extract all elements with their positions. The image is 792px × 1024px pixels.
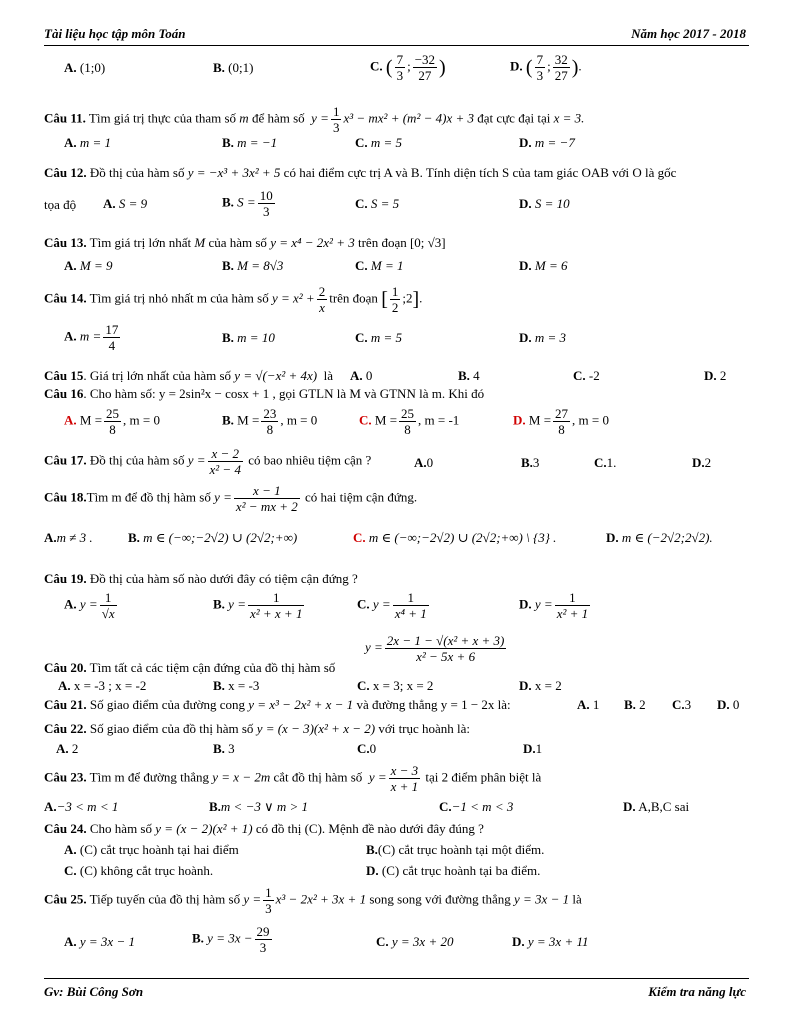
question-16: Câu 16. Cho hàm số: y = 2sin²x − cosx + 1 , gọi GTLN là M và GTNN là m. Khi đó: [44, 386, 485, 401]
q25-option-d: D. y = 3x + 11: [512, 934, 589, 949]
question-13: Câu 13. Tìm giá trị lớn nhất M của hàm số y = x⁴ − 2x² + 3 trên đoạn [0; √3]: [44, 235, 446, 250]
q19-option-b: B. y = $\frac{1}{\text{x² + x + 1}}$: [213, 590, 303, 621]
q21-option-c: C.3: [672, 697, 692, 712]
q25-option-c: C. y = 3x + 20: [376, 934, 454, 949]
question-25: Câu 25. Tiếp tuyến của đồ thị hàm số y = $\frac{1}{3}$ x³ − 2x² + 3x + 1 song song với đường thẳng y = 3x − 1 là: [44, 885, 582, 916]
q18-option-b: B. m ∈ (−∞;−2√2) ∪ (2√2;+∞): [128, 530, 298, 545]
q17-option-c: C.1.: [594, 455, 617, 470]
q13-option-a: A. M = 9: [64, 258, 113, 273]
q18-option-d: D. m ∈ (−2√2;2√2).: [606, 530, 713, 545]
q19-option-c: C. y = $\frac{1}{\text{x⁴ + 1}}$: [357, 590, 427, 621]
q21-option-b: B. 2: [624, 697, 646, 712]
q16-option-b: B. M = $\frac{23}{8}$ , m = 0: [222, 406, 318, 437]
q23-option-a: A.−3 < m < 1: [44, 799, 119, 814]
q20-option-c: C. x = 3; x = 2: [357, 678, 434, 693]
q14-option-a: A. m = $\frac{17}{4}$: [64, 322, 119, 353]
q17-option-d: D.2: [692, 455, 712, 470]
q14-option-b: B. m = 10: [222, 330, 275, 345]
question-18: Câu 18.Tìm m để đồ thị hàm số y = $\frac{x - 1}{\text{x² − mx + 2}}$ có hai tiệm cận đứng.: [44, 483, 418, 514]
q21-option-d: D. 0: [717, 697, 740, 712]
q14-option-d: D. m = 3: [519, 330, 567, 345]
q25-option-b: B. y = 3x − $\frac{29}{3}$: [192, 924, 270, 955]
q22-option-d: D.1: [523, 741, 543, 756]
q24-option-c: C. (C) không cắt trục hoành.: [64, 863, 214, 878]
prev-option-a: A. (1;0): [64, 60, 106, 75]
q22-option-a: A. 2: [56, 741, 79, 756]
prev-option-c: C. ( $\frac{7}{3}$ ; $\frac{-32}{27}$ ): [370, 52, 446, 83]
question-11: Câu 11. Tìm giá trị thực của tham số m để hàm số y = $\frac{1}{3}$ x³ − mx² + (m² − 4)x + 3 đạt cực đại tại x = 3.: [44, 104, 585, 135]
header-rule: [44, 45, 749, 46]
q14-option-c: C. m = 5: [355, 330, 403, 345]
q20-formula: y = $\frac{\text{2x − 1 − √(x² + x + 3)}}{\text{x² − 5x + 6}}$: [365, 633, 505, 664]
q23-option-d: D. A,B,C sai: [623, 799, 690, 814]
q12-option-b: B. S = $\frac{10}{3}$: [222, 188, 273, 219]
q23-option-c: C.−1 < m < 3: [439, 799, 514, 814]
q25-option-a: A. y = 3x − 1: [64, 934, 135, 949]
q24-option-a: A. (C) cắt trục hoành tại hai điểm: [64, 842, 239, 857]
q13-option-d: D. M = 6: [519, 258, 568, 273]
q20-option-b: B. x = -3: [213, 678, 260, 693]
header-right: Năm học 2017 - 2018: [631, 26, 746, 41]
question-24: Câu 24. Cho hàm số y = (x − 2)(x² + 1) có đồ thị (C). Mệnh đề nào dưới đây đúng ?: [44, 821, 484, 836]
q12-line2: tọa độ: [44, 197, 77, 212]
q15-option-a: A. 0: [350, 368, 373, 383]
q19-option-d: D. y = $\frac{1}{\text{x² + 1}}$: [519, 590, 589, 621]
footer-right: Kiểm tra năng lực: [648, 984, 746, 999]
q16-option-c: C. M = $\frac{25}{8}$ , m = -1: [359, 406, 460, 437]
q22-option-b: B. 3: [213, 741, 235, 756]
q18-option-c: C. m ∈ (−∞;−2√2) ∪ (2√2;+∞) \ {3} .: [353, 530, 557, 545]
q11-option-a: A. m = 1: [64, 135, 112, 150]
question-21: Câu 21. Số giao điểm của đường cong y = x³ − 2x² + x − 1 và đường thẳng y = 1 − 2x là:: [44, 697, 511, 712]
question-14: Câu 14. Tìm giá trị nhỏ nhất m của hàm số y = x² + $\frac{2}{x}$ trên đoạn [ $\frac{1}{2}$ ;2].: [44, 284, 423, 315]
q17-option-b: B.3: [521, 455, 540, 470]
q16-option-d: D. M = $\frac{27}{8}$ , m = 0: [513, 406, 609, 437]
q22-option-c: C.0: [357, 741, 377, 756]
q24-option-d: D. (C) cắt trục hoành tại ba điểm.: [366, 863, 541, 878]
q15-option-b: B. 4: [458, 368, 480, 383]
prev-option-d: D. ( $\frac{7}{3}$ ; $\frac{32}{27}$ ).: [510, 52, 582, 83]
q11-option-b: B. m = −1: [222, 135, 278, 150]
question-15: Câu 15. Giá trị lớn nhất của hàm số y = √(−x² + 4x) là: [44, 368, 334, 383]
footer-left: Gv: Bùi Công Sơn: [44, 984, 144, 999]
q19-option-a: A. y = $\frac{1}{√x}$: [64, 590, 115, 621]
q23-option-b: B.m < −3 ∨ m > 1: [209, 799, 309, 814]
question-22: Câu 22. Số giao điểm của đồ thị hàm số y = (x − 3)(x² + x − 2) với trục hoành là:: [44, 721, 471, 736]
q13-option-c: C. M = 1: [355, 258, 404, 273]
header-left: Tài liệu học tập môn Toán: [44, 26, 186, 41]
question-20: Câu 20. Tìm tất cả các tiệm cận đứng của đồ thị hàm số: [44, 660, 336, 675]
footer-rule: [44, 978, 749, 979]
q20-option-d: D. x = 2: [519, 678, 562, 693]
q11-option-d: D. m = −7: [519, 135, 575, 150]
q12-option-a: A. S = 9: [103, 196, 148, 211]
question-12: Câu 12. Đồ thị của hàm số y = −x³ + 3x² + 5 có hai điểm cực trị A và B. Tính diện tích S của tam giác OAB với O là gốc: [44, 165, 677, 180]
q12-option-d: D. S = 10: [519, 196, 570, 211]
prev-option-b: B. (0;1): [213, 60, 254, 75]
q15-option-d: D. 2: [704, 368, 727, 383]
q16-option-a: A. M = $\frac{25}{8}$ , m = 0: [64, 406, 160, 437]
q13-option-b: B. M = 8√3: [222, 258, 284, 273]
q24-option-b: B.(C) cắt trục hoành tại một điểm.: [366, 842, 545, 857]
q11-option-c: C. m = 5: [355, 135, 403, 150]
question-19: Câu 19. Đồ thị của hàm số nào dưới đây có tiệm cận đứng ?: [44, 571, 358, 586]
q12-option-c: C. S = 5: [355, 196, 400, 211]
q17-option-a: A.0: [414, 455, 434, 470]
q18-option-a: A.m ≠ 3 .: [44, 530, 93, 545]
question-17: Câu 17. Đồ thị của hàm số y = $\frac{x - 2}{\text{x² − 4}}$ có bao nhiêu tiệm cận ?: [44, 446, 372, 477]
q15-option-c: C. -2: [573, 368, 600, 383]
q20-option-a: A. x = -3 ; x = -2: [58, 678, 147, 693]
question-23: Câu 23. Tìm m để đường thẳng y = x − 2m cắt đồ thị hàm số y = $\frac{x - 3}{x + 1}$ tại 2 điểm phân biệt là: [44, 763, 542, 794]
q21-option-a: A. 1: [577, 697, 600, 712]
